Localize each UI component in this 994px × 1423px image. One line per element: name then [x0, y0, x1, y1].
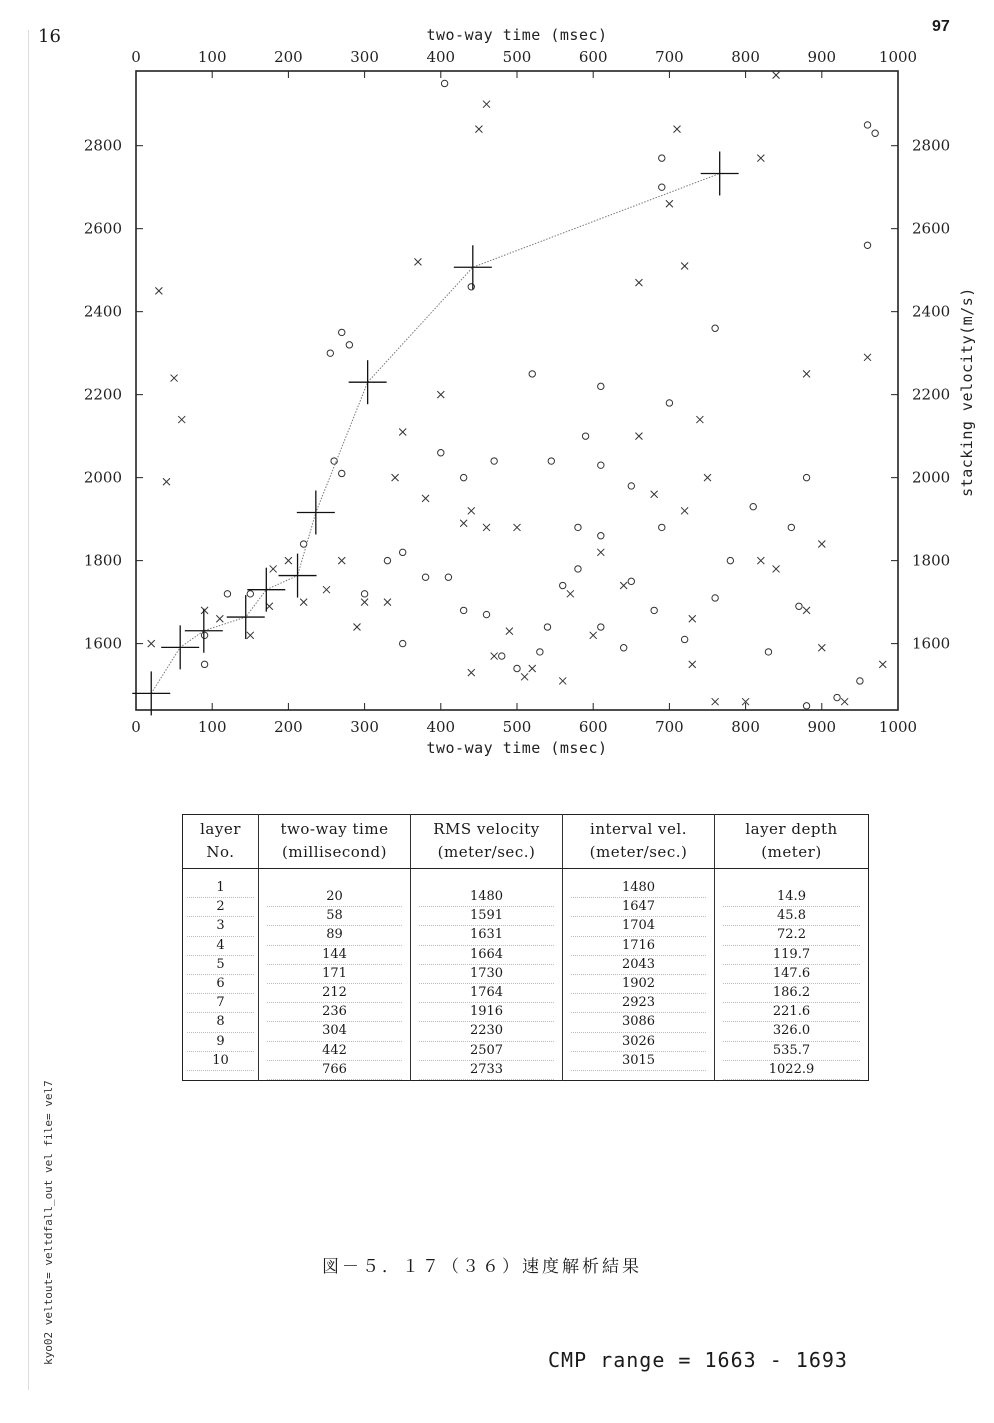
scatter-circle [575, 566, 581, 572]
scatter-circle [681, 636, 687, 642]
x-tick-label-top: 800 [731, 48, 760, 66]
cell-two-way-time: 236 [267, 1003, 403, 1022]
x-tick-label-bottom: 600 [578, 718, 608, 736]
scatter-circle [803, 703, 809, 709]
y-tick-label-right: 2000 [912, 468, 951, 487]
cell-layer-depth: 326.0 [723, 1022, 861, 1041]
x-tick-label-top: 600 [578, 48, 608, 66]
col-rms-velocity [411, 869, 563, 1081]
col-layer-no [183, 869, 259, 1081]
scatter-cross [216, 615, 223, 622]
scatter-cross [178, 416, 185, 423]
velocity-pick [279, 554, 317, 598]
cell-interval-vel: 1716 [571, 937, 707, 956]
cell-interval-vel: 1647 [571, 898, 707, 917]
scatter-circle [598, 624, 604, 630]
scatter-cross [399, 428, 406, 435]
figure-caption: 図－５．１７（３６）速度解析結果 [322, 1257, 642, 1277]
cell-two-way-time: 58 [267, 907, 403, 926]
chart-marks [148, 72, 887, 709]
scatter-cross [803, 607, 810, 614]
x-tick-label-top: 900 [807, 48, 837, 66]
cell-rms-velocity: 1631 [419, 926, 555, 945]
scatter-circle [346, 342, 352, 348]
cell-rms-velocity: 1730 [419, 965, 555, 984]
cell-interval-vel: 3015 [571, 1052, 707, 1071]
scatter-cross [620, 582, 627, 589]
scatter-cross [323, 586, 330, 593]
scatter-circle [803, 474, 809, 480]
scatter-cross [864, 354, 871, 361]
scatter-circle [788, 524, 794, 530]
scatter-cross [521, 673, 528, 680]
scatter-cross [681, 263, 688, 270]
scatter-circle [537, 649, 543, 655]
scatter-circle [857, 678, 863, 684]
cell-interval-vel: 1480 [571, 879, 707, 898]
scatter-cross [590, 632, 597, 639]
cell-layer-depth: 186.2 [723, 984, 861, 1003]
x-tick-label-bottom: 800 [731, 718, 760, 736]
chart-ticks [84, 48, 950, 736]
velocity-pick [132, 671, 170, 715]
y-tick-label-left: 2600 [83, 219, 122, 238]
scatter-cross [651, 491, 658, 498]
cell-layer-no: 4 [187, 937, 255, 956]
scatter-cross [514, 524, 521, 531]
cell-interval-vel: 2043 [571, 956, 707, 975]
scatter-cross [155, 287, 162, 294]
cell-interval-vel: 1902 [571, 975, 707, 994]
cell-rms-velocity: 1591 [419, 907, 555, 926]
scatter-circle [864, 122, 870, 128]
cell-two-way-time: 171 [267, 965, 403, 984]
scatter-circle [468, 284, 474, 290]
cell-interval-vel: 1704 [571, 917, 707, 936]
scatter-cross [635, 279, 642, 286]
y-tick-label-right: 1600 [912, 634, 951, 653]
cell-rms-velocity: 2507 [419, 1042, 555, 1061]
col-two-way-time [259, 869, 411, 1081]
cell-layer-no: 8 [187, 1013, 255, 1032]
scatter-cross [689, 661, 696, 668]
scatter-cross [818, 644, 825, 651]
cell-two-way-time: 20 [267, 888, 403, 907]
scatter-circle [460, 607, 466, 613]
cell-layer-no: 6 [187, 975, 255, 994]
file-note: kyo02 veltout= veltdfall_out vel file= vel7 [42, 1080, 55, 1365]
scatter-cross [468, 507, 475, 514]
scatter-circle [400, 549, 406, 555]
chart-axes [136, 71, 898, 710]
cmp-range-label: CMP range = 1663 - 1693 [548, 1348, 848, 1372]
cell-rms-velocity: 1664 [419, 946, 555, 965]
scatter-circle [499, 653, 505, 659]
velocity-pick [701, 151, 739, 195]
x-tick-label-top: 400 [426, 48, 456, 66]
scatter-cross [666, 200, 673, 207]
cell-interval-vel: 3026 [571, 1033, 707, 1052]
scatter-circle [796, 603, 802, 609]
x-tick-label-top: 1000 [878, 48, 918, 66]
y-tick-label-right: 2200 [912, 385, 951, 404]
x-tick-label-bottom: 900 [807, 718, 837, 736]
scatter-cross [559, 677, 566, 684]
x-tick-label-bottom: 700 [655, 718, 684, 736]
scatter-circle [712, 325, 718, 331]
scatter-cross [704, 474, 711, 481]
scatter-circle [651, 607, 657, 613]
scatter-circle [666, 400, 672, 406]
scatter-circle [620, 645, 626, 651]
cell-two-way-time: 212 [267, 984, 403, 1003]
scatter-cross [696, 416, 703, 423]
cell-two-way-time: 144 [267, 946, 403, 965]
cell-layer-no: 5 [187, 956, 255, 975]
page-number-left: 16 [38, 26, 61, 47]
scatter-circle [659, 524, 665, 530]
scatter-circle [659, 184, 665, 190]
scatter-circle [491, 458, 497, 464]
scatter-cross [681, 507, 688, 514]
scatter-cross [247, 632, 254, 639]
cell-rms-velocity: 2230 [419, 1022, 555, 1041]
scatter-cross [773, 565, 780, 572]
cell-two-way-time: 89 [267, 926, 403, 945]
scatter-cross [353, 624, 360, 631]
scatter-circle [445, 574, 451, 580]
scatter-cross [803, 370, 810, 377]
y-tick-label-left: 2800 [83, 136, 122, 155]
velocity-pick [454, 245, 492, 289]
scatter-cross [635, 433, 642, 440]
scatter-circle [514, 665, 520, 671]
scatter-circle [628, 483, 634, 489]
scatter-cross [361, 599, 368, 606]
scatter-cross [468, 669, 475, 676]
cell-layer-depth: 119.7 [723, 946, 861, 965]
cell-layer-depth: 147.6 [723, 965, 861, 984]
cell-layer-no: 1 [187, 879, 255, 898]
cell-rms-velocity: 1480 [419, 888, 555, 907]
x-tick-label-bottom: 400 [426, 718, 456, 736]
scatter-cross [460, 520, 467, 527]
scatter-circle [422, 574, 428, 580]
velocity-pick [247, 568, 285, 612]
scatter-circle [339, 470, 345, 476]
scatter-cross [567, 590, 574, 597]
x-tick-label-top: 100 [197, 48, 227, 66]
scatter-circle [548, 458, 554, 464]
x-tick-label-top: 0 [131, 48, 141, 66]
header-two-way-time: two-way time (millisecond) [259, 815, 411, 869]
scatter-circle [247, 591, 253, 597]
scatter-circle [598, 383, 604, 389]
page-number-right: 97 [932, 18, 950, 35]
scatter-circle [460, 474, 466, 480]
scatter-cross [689, 615, 696, 622]
scatter-cross [773, 72, 780, 79]
x-axis-title-bottom: two-way time (msec) [426, 739, 608, 757]
y-tick-label-left: 2000 [83, 468, 122, 487]
y-tick-label-right: 2800 [912, 136, 951, 155]
scatter-circle [659, 155, 665, 161]
scatter-circle [582, 433, 588, 439]
velocity-pick [161, 625, 199, 669]
x-tick-label-top: 300 [350, 48, 379, 66]
scatter-circle [384, 557, 390, 563]
scatter-cross [674, 126, 681, 133]
velocity-pick [297, 490, 335, 534]
scatter-cross [163, 478, 170, 485]
scatter-cross [285, 557, 292, 564]
x-axis-title-top: two-way time (msec) [426, 26, 608, 44]
scatter-circle [864, 242, 870, 248]
y-tick-label-right: 2400 [912, 302, 951, 321]
cell-layer-no: 2 [187, 898, 255, 917]
scatter-cross [879, 661, 886, 668]
x-tick-label-bottom: 1000 [878, 718, 918, 736]
scatter-cross [529, 665, 536, 672]
scatter-cross [757, 557, 764, 564]
scatter-circle [201, 632, 207, 638]
cell-interval-vel: 2923 [571, 994, 707, 1013]
y-axis-title-right: stacking velocity(m/s) [958, 287, 976, 497]
cell-rms-velocity: 1764 [419, 984, 555, 1003]
cell-two-way-time: 766 [267, 1061, 403, 1080]
scatter-circle [331, 458, 337, 464]
y-tick-label-right: 1800 [912, 551, 951, 570]
x-tick-label-top: 500 [502, 48, 532, 66]
cell-rms-velocity: 2733 [419, 1061, 555, 1080]
cell-layer-depth: 221.6 [723, 1003, 861, 1022]
scatter-cross [338, 557, 345, 564]
layer-velocity-table [182, 814, 869, 1081]
cell-layer-depth: 14.9 [723, 888, 861, 907]
table-header-row [183, 815, 869, 869]
scatter-cross [384, 599, 391, 606]
scatter-cross [148, 640, 155, 647]
header-layer-depth: layer depth (meter) [715, 815, 869, 869]
scatter-circle [441, 80, 447, 86]
scatter-cross [483, 101, 490, 108]
scatter-cross [422, 495, 429, 502]
scatter-circle [575, 524, 581, 530]
y-tick-label-left: 2200 [83, 385, 122, 404]
scatter-circle [483, 611, 489, 617]
velocity-pick [349, 360, 387, 404]
scatter-cross [712, 698, 719, 705]
velocity-picks [132, 151, 738, 715]
x-tick-label-bottom: 200 [274, 718, 303, 736]
cell-layer-depth: 72.2 [723, 926, 861, 945]
scatter-cross [300, 599, 307, 606]
scatter-cross [171, 375, 178, 382]
scatter-cross [818, 541, 825, 548]
x-tick-label-bottom: 0 [131, 718, 141, 736]
scatter-cross [757, 155, 764, 162]
x-tick-label-bottom: 300 [350, 718, 379, 736]
x-tick-label-top: 200 [274, 48, 303, 66]
scatter-circle [750, 503, 756, 509]
scatter-circle [361, 591, 367, 597]
scatter-cross [506, 628, 513, 635]
cell-layer-no: 7 [187, 994, 255, 1013]
scatter-circle [438, 450, 444, 456]
scatter-cross [392, 474, 399, 481]
scatter-circle [201, 661, 207, 667]
cell-layer-no: 10 [187, 1052, 255, 1071]
scatter-cross [201, 607, 208, 614]
plot-frame [136, 71, 898, 710]
x-tick-label-top: 700 [655, 48, 684, 66]
col-layer-depth [715, 869, 869, 1081]
header-rms-velocity: RMS velocity (meter/sec.) [411, 815, 563, 869]
cell-layer-depth: 535.7 [723, 1042, 861, 1061]
velocity-pick [227, 595, 265, 639]
scatter-circle [400, 640, 406, 646]
scatter-cross [597, 549, 604, 556]
y-tick-label-left: 1800 [83, 551, 122, 570]
scatter-circle [727, 557, 733, 563]
scatter-circle [834, 694, 840, 700]
scatter-cross [483, 524, 490, 531]
cell-layer-depth: 45.8 [723, 907, 861, 926]
y-tick-label-left: 2400 [83, 302, 122, 321]
col-interval-vel [563, 869, 715, 1081]
scatter-circle [598, 533, 604, 539]
y-tick-label-right: 2600 [912, 219, 951, 238]
x-tick-label-bottom: 500 [502, 718, 532, 736]
x-tick-label-bottom: 100 [197, 718, 227, 736]
y-tick-label-left: 1600 [83, 634, 122, 653]
scatter-circle [598, 462, 604, 468]
scatter-circle [872, 130, 878, 136]
scatter-cross [491, 653, 498, 660]
cell-rms-velocity: 1916 [419, 1003, 555, 1022]
scatter-circle [765, 649, 771, 655]
scatter-cross [437, 391, 444, 398]
scatter-circle [712, 595, 718, 601]
scatter-circle [628, 578, 634, 584]
scatter-circle [529, 371, 535, 377]
scatter-cross [841, 698, 848, 705]
scatter-circle [224, 591, 230, 597]
table-row [183, 869, 869, 1081]
scatter-cross [475, 126, 482, 133]
cell-two-way-time: 442 [267, 1042, 403, 1061]
cell-interval-vel: 3086 [571, 1013, 707, 1032]
cell-layer-depth: 1022.9 [723, 1061, 861, 1080]
cell-layer-no: 9 [187, 1033, 255, 1052]
cell-two-way-time: 304 [267, 1022, 403, 1041]
scatter-circle [339, 329, 345, 335]
scatter-circle [544, 624, 550, 630]
header-interval-vel: interval vel. (meter/sec.) [563, 815, 715, 869]
scatter-cross [414, 258, 421, 265]
scatter-circle [560, 582, 566, 588]
velocity-function-line [151, 173, 719, 693]
scatter-cross [270, 565, 277, 572]
header-layer-no: layer No. [183, 815, 259, 869]
cell-layer-no: 3 [187, 917, 255, 936]
scatter-circle [327, 350, 333, 356]
